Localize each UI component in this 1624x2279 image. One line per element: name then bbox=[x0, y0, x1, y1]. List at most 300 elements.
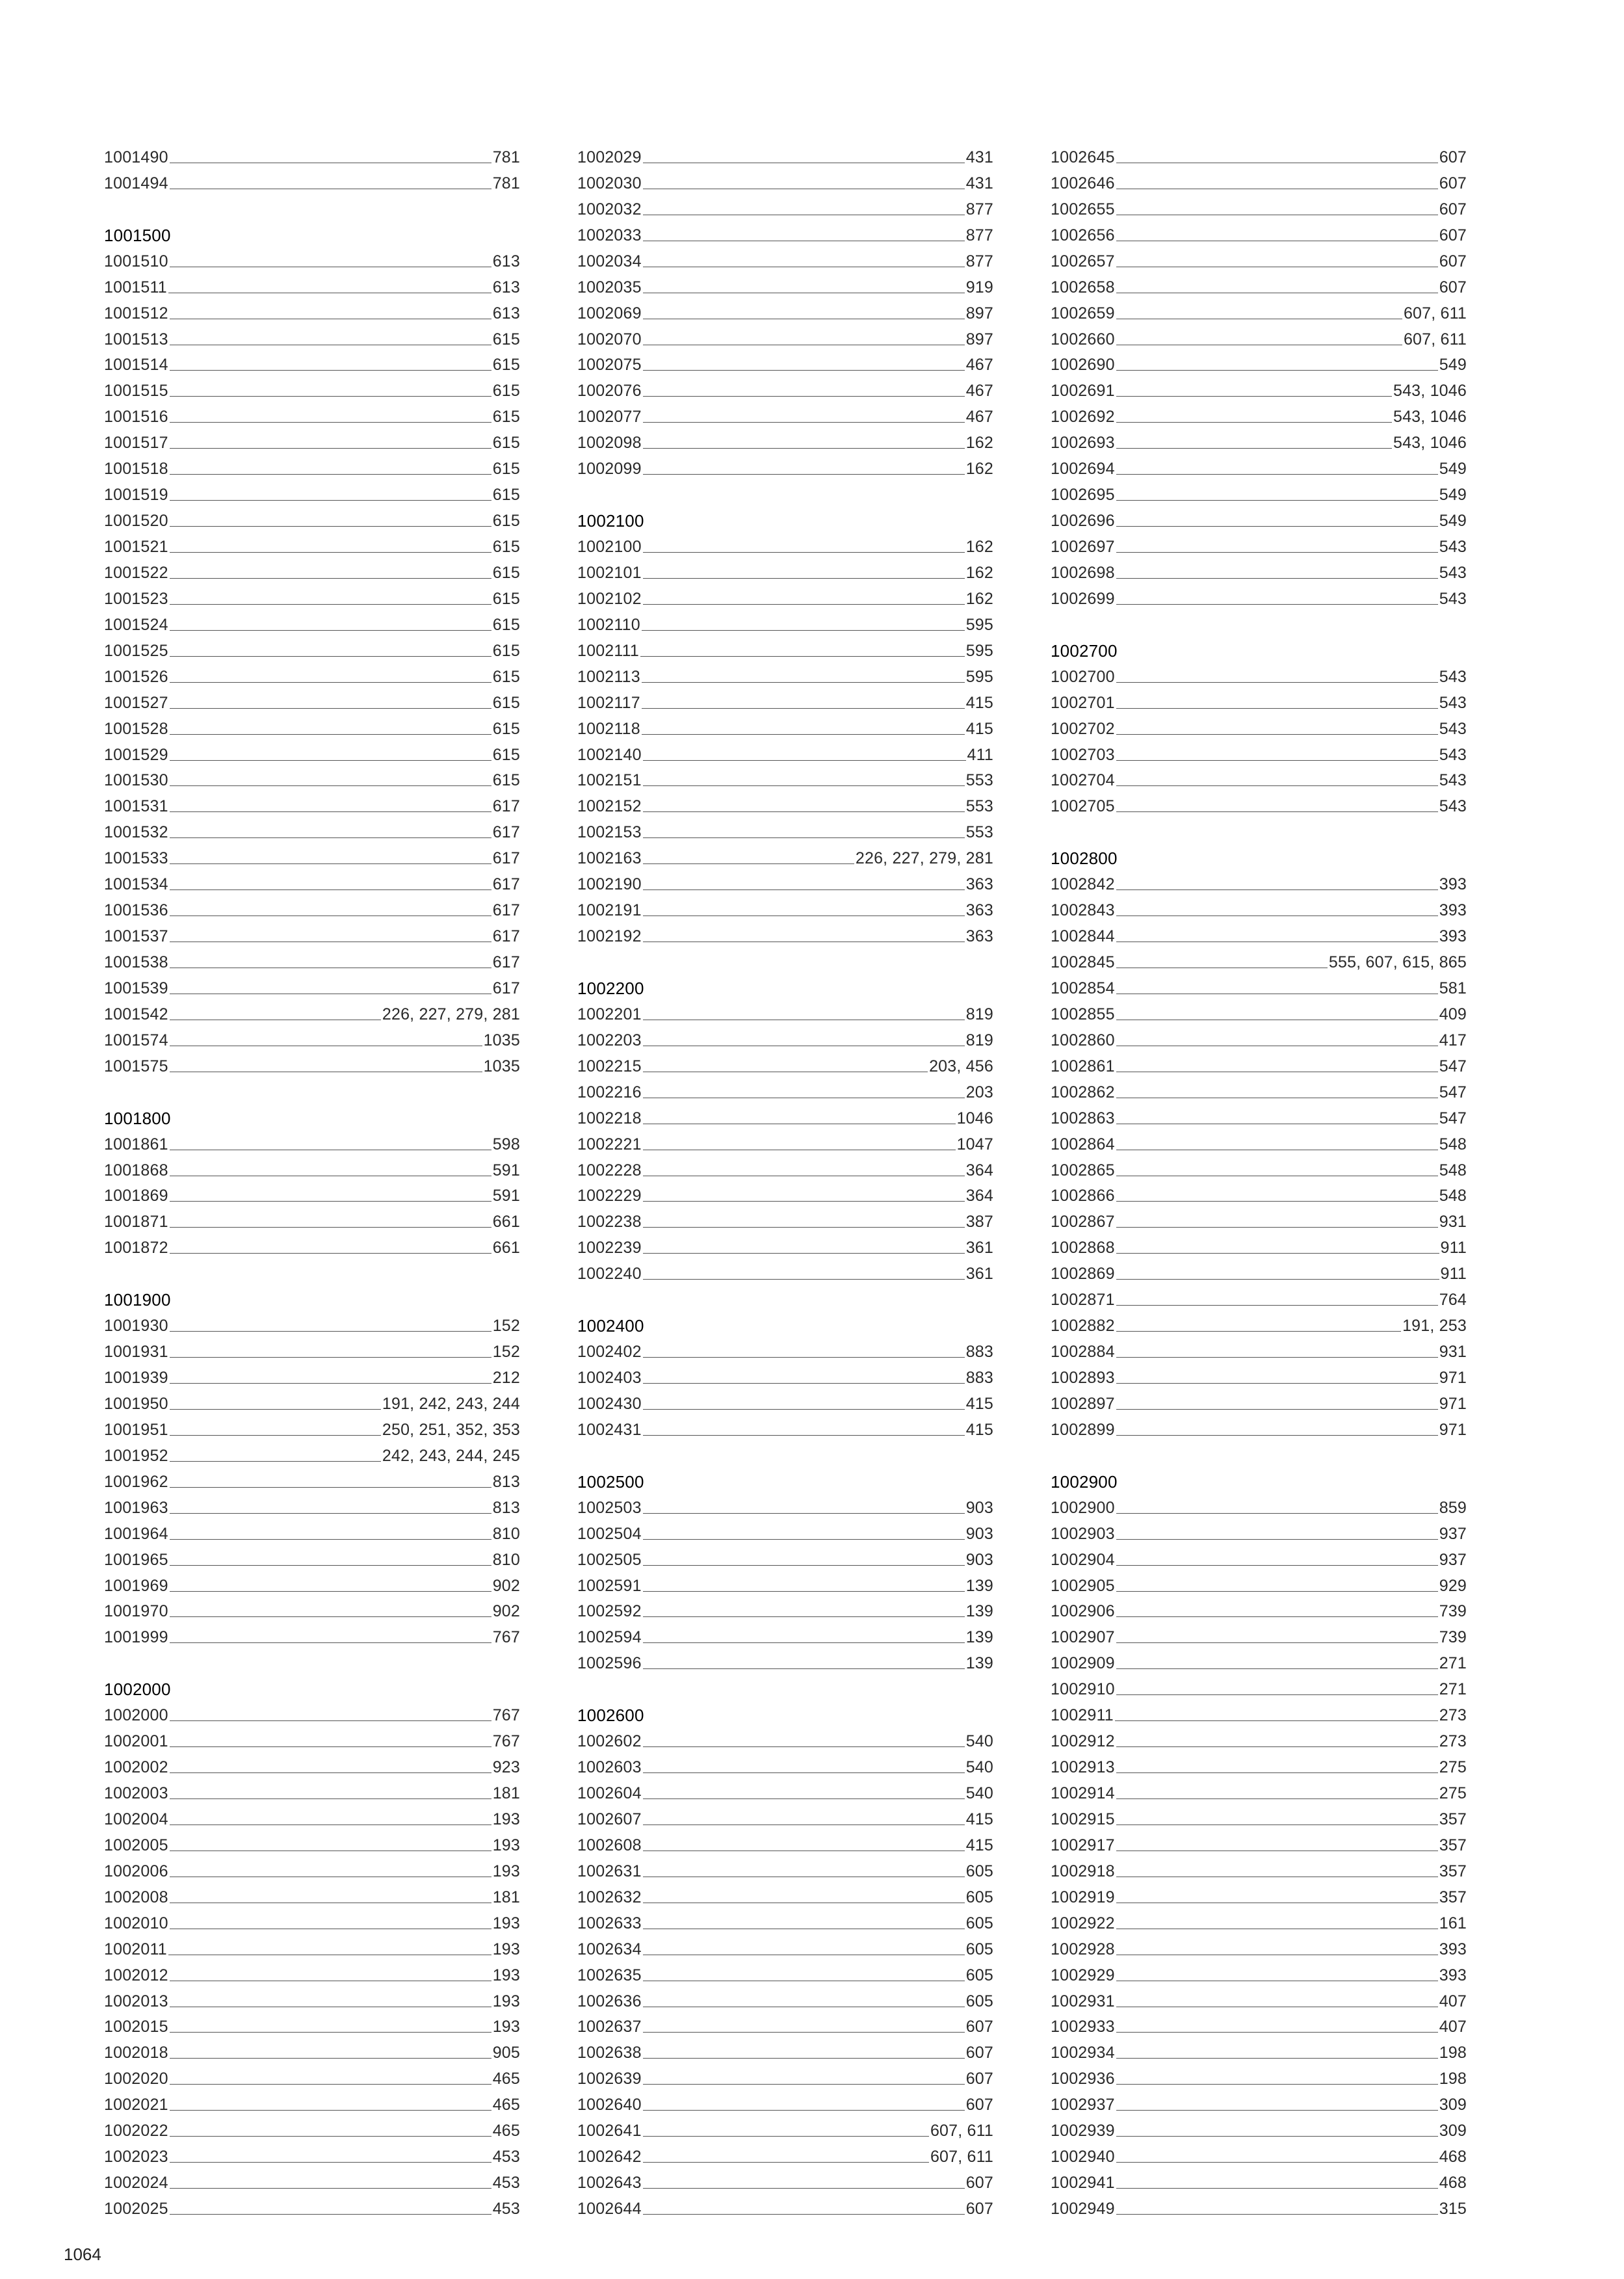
spacer-row bbox=[577, 1282, 993, 1308]
article-code: 1002006 bbox=[104, 1862, 168, 1880]
index-entry bbox=[577, 1153, 993, 1179]
leader-line bbox=[1116, 1253, 1439, 1254]
article-code: 1001525 bbox=[104, 641, 168, 660]
leader-line bbox=[170, 500, 491, 501]
index-entry bbox=[1051, 763, 1467, 789]
article-code: 1002903 bbox=[1051, 1524, 1115, 1543]
leader-line bbox=[1116, 1227, 1438, 1228]
index-entry bbox=[1051, 2061, 1467, 2087]
leader-line bbox=[170, 2032, 491, 2033]
page-reference: 193 bbox=[492, 1992, 520, 2010]
leader-line bbox=[170, 1357, 491, 1358]
index-entry bbox=[577, 1023, 993, 1049]
leader-line bbox=[170, 1565, 491, 1566]
index-entry bbox=[104, 1594, 520, 1620]
leader-line bbox=[1116, 2188, 1438, 2189]
leader-line bbox=[643, 1772, 965, 1773]
article-code: 1002591 bbox=[577, 1576, 642, 1595]
article-code: 1002914 bbox=[1051, 1784, 1115, 1802]
leader-line bbox=[643, 1253, 965, 1254]
article-code: 1002642 bbox=[577, 2148, 642, 2167]
article-code: 1002842 bbox=[1051, 875, 1115, 894]
index-entry bbox=[104, 1542, 520, 1568]
article-code: 1001537 bbox=[104, 927, 168, 946]
index-entry bbox=[104, 1204, 520, 1230]
article-code: 1002899 bbox=[1051, 1420, 1115, 1439]
article-code: 1001533 bbox=[104, 849, 168, 868]
leader-line bbox=[1116, 1331, 1401, 1332]
index-entry bbox=[104, 2087, 520, 2113]
leader-line bbox=[170, 1253, 491, 1254]
index-entry bbox=[577, 218, 993, 244]
page-reference: 607, 611 bbox=[930, 2148, 993, 2167]
article-code: 1001869 bbox=[104, 1187, 168, 1205]
article-code: 1002018 bbox=[104, 2044, 168, 2062]
index-entry bbox=[104, 763, 520, 789]
leader-line bbox=[643, 760, 966, 761]
leader-line bbox=[1115, 1720, 1438, 1721]
leader-line bbox=[170, 2084, 491, 2085]
leader-line bbox=[1116, 682, 1438, 683]
index-entry bbox=[577, 166, 993, 192]
article-code: 1002035 bbox=[577, 278, 642, 296]
page-reference: 615 bbox=[492, 589, 520, 608]
index-entry bbox=[577, 2165, 993, 2191]
article-code: 1002238 bbox=[577, 1213, 642, 1232]
page-reference: 415 bbox=[965, 1810, 993, 1828]
leader-line bbox=[1116, 2058, 1438, 2059]
index-entry bbox=[1051, 166, 1467, 192]
index-entry bbox=[577, 581, 993, 607]
article-code: 1002010 bbox=[104, 1914, 168, 1932]
page-reference: 877 bbox=[965, 200, 993, 218]
leader-line bbox=[170, 1591, 491, 1592]
page-reference: 598 bbox=[492, 1135, 520, 1153]
leader-line bbox=[170, 2214, 491, 2215]
article-code: 1002021 bbox=[104, 2096, 168, 2114]
article-code: 1002607 bbox=[577, 1810, 642, 1828]
page-reference: 607 bbox=[965, 2174, 993, 2193]
index-entry bbox=[577, 2010, 993, 2036]
index-entry bbox=[1051, 2165, 1467, 2191]
leader-line bbox=[1116, 1746, 1438, 1747]
index-entry bbox=[577, 425, 993, 451]
index-entry bbox=[577, 711, 993, 737]
page-reference: 468 bbox=[1439, 2148, 1467, 2167]
article-code: 1002704 bbox=[1051, 771, 1115, 790]
index-entry bbox=[104, 1230, 520, 1256]
article-code: 1002855 bbox=[1051, 1005, 1115, 1023]
index-entry bbox=[1051, 1594, 1467, 1620]
page-reference: 877 bbox=[965, 226, 993, 244]
index-entry bbox=[1051, 140, 1467, 166]
page-reference: 162 bbox=[965, 563, 993, 582]
article-code: 1002656 bbox=[1051, 226, 1115, 244]
article-code: 1002101 bbox=[577, 563, 642, 582]
index-entry bbox=[104, 789, 520, 815]
index-entry bbox=[104, 1854, 520, 1880]
page-reference: 193 bbox=[492, 1914, 520, 1932]
article-code: 1002645 bbox=[1051, 148, 1115, 166]
spacer-row bbox=[577, 945, 993, 971]
article-code: 1001524 bbox=[104, 615, 168, 634]
leader-line bbox=[643, 474, 965, 475]
page-reference: 203, 456 bbox=[929, 1057, 993, 1075]
index-entry bbox=[577, 659, 993, 685]
index-entry bbox=[1051, 867, 1467, 893]
page-reference: 152 bbox=[492, 1343, 520, 1362]
leader-line bbox=[643, 863, 854, 864]
page-reference: 1035 bbox=[483, 1031, 520, 1049]
index-entry bbox=[104, 1490, 520, 1516]
index-entry bbox=[577, 1906, 993, 1932]
index-entry bbox=[1051, 425, 1467, 451]
page-reference: 271 bbox=[1439, 1654, 1467, 1673]
article-code: 1001534 bbox=[104, 875, 168, 894]
article-code: 1001868 bbox=[104, 1161, 168, 1179]
index-entry bbox=[104, 1958, 520, 1984]
index-entry bbox=[1051, 296, 1467, 322]
index-entry bbox=[104, 529, 520, 555]
article-code: 1002602 bbox=[577, 1732, 642, 1751]
leader-line bbox=[170, 1513, 491, 1514]
page-reference: 591 bbox=[492, 1161, 520, 1179]
article-code: 1002703 bbox=[1051, 745, 1115, 764]
leader-line bbox=[1116, 552, 1438, 553]
page-reference: 607 bbox=[965, 2070, 993, 2088]
article-code: 1001526 bbox=[104, 667, 168, 686]
article-code: 1002922 bbox=[1051, 1914, 1115, 1932]
index-entry bbox=[577, 737, 993, 763]
leader-line bbox=[170, 630, 491, 631]
leader-line bbox=[170, 1642, 491, 1643]
page-reference: 543 bbox=[1439, 745, 1467, 764]
page-reference: 543 bbox=[1439, 771, 1467, 790]
leader-line bbox=[170, 785, 491, 786]
leader-line bbox=[1116, 396, 1392, 397]
index-entry bbox=[577, 1594, 993, 1620]
article-code: 1002008 bbox=[104, 1888, 168, 1906]
article-code: 1002934 bbox=[1051, 2044, 1115, 2062]
leader-line bbox=[643, 370, 965, 371]
index-entry bbox=[577, 1802, 993, 1828]
leader-line bbox=[1116, 760, 1438, 761]
page-reference: 275 bbox=[1439, 1784, 1467, 1802]
index-entry bbox=[104, 2035, 520, 2061]
index-entry bbox=[577, 1386, 993, 1412]
page-reference: 543 bbox=[1439, 797, 1467, 816]
page-reference: 615 bbox=[492, 382, 520, 401]
page-reference: 467 bbox=[965, 382, 993, 401]
article-code: 1001511 bbox=[104, 278, 167, 296]
index-entry bbox=[104, 1750, 520, 1776]
page-reference: 661 bbox=[492, 1239, 520, 1258]
page-number: 1064 bbox=[64, 2245, 101, 2264]
leader-line bbox=[170, 1201, 491, 1202]
leader-line bbox=[1116, 1694, 1438, 1695]
article-code: 1002897 bbox=[1051, 1394, 1115, 1413]
article-code: 1002900 bbox=[1051, 1498, 1115, 1517]
page-reference: 1047 bbox=[956, 1135, 993, 1153]
page-reference: 415 bbox=[965, 719, 993, 738]
page-reference: 162 bbox=[965, 434, 993, 453]
page-reference: 615 bbox=[492, 615, 520, 634]
article-code: 1002868 bbox=[1051, 1239, 1115, 1258]
page-reference: 897 bbox=[965, 304, 993, 323]
index-entry bbox=[1051, 373, 1467, 399]
article-code: 1002402 bbox=[577, 1343, 642, 1362]
page-reference: 543, 1046 bbox=[1393, 408, 1467, 427]
page-reference: 453 bbox=[492, 2174, 520, 2193]
leader-line bbox=[1116, 526, 1438, 527]
article-code: 1002034 bbox=[577, 252, 642, 270]
page-reference: 431 bbox=[965, 148, 993, 166]
index-entry bbox=[577, 192, 993, 218]
spacer-row bbox=[1051, 607, 1467, 633]
index-entry bbox=[104, 659, 520, 685]
leader-line bbox=[1116, 1279, 1439, 1280]
article-code: 1002866 bbox=[1051, 1187, 1115, 1205]
leader-line bbox=[170, 2162, 491, 2163]
index-entry bbox=[104, 867, 520, 893]
page-reference: 819 bbox=[965, 1031, 993, 1049]
page-reference: 897 bbox=[965, 330, 993, 349]
index-entry bbox=[577, 633, 993, 659]
leader-line bbox=[170, 448, 491, 449]
spacer-row bbox=[104, 1075, 520, 1101]
page-reference: 903 bbox=[965, 1524, 993, 1543]
index-entry bbox=[577, 1828, 993, 1854]
section-header: 1001500 bbox=[104, 225, 171, 245]
page-reference: 181 bbox=[492, 1784, 520, 1802]
index-entry bbox=[1051, 1828, 1467, 1854]
page-reference: 162 bbox=[965, 538, 993, 556]
page-reference: 581 bbox=[1439, 979, 1467, 997]
page-reference: 393 bbox=[1439, 1966, 1467, 1984]
section-header: 1001900 bbox=[104, 1290, 171, 1310]
index-entry bbox=[1051, 1646, 1467, 1672]
index-entry bbox=[1051, 1984, 1467, 2010]
leader-line bbox=[170, 837, 491, 838]
page-reference: 877 bbox=[965, 252, 993, 270]
index-entry bbox=[1051, 2010, 1467, 2036]
index-entry bbox=[104, 1127, 520, 1153]
page-reference: 540 bbox=[965, 1784, 993, 1802]
article-code: 1001528 bbox=[104, 719, 168, 738]
article-code: 1002691 bbox=[1051, 382, 1115, 401]
index-entry bbox=[577, 322, 993, 348]
index-entry bbox=[104, 1724, 520, 1750]
article-code: 1002011 bbox=[104, 1940, 167, 1958]
page-reference: 607 bbox=[1439, 252, 1467, 270]
article-code: 1001931 bbox=[104, 1343, 168, 1362]
index-entry bbox=[1051, 1360, 1467, 1386]
page-reference: 549 bbox=[1439, 512, 1467, 531]
index-entry bbox=[104, 815, 520, 841]
article-code: 1001939 bbox=[104, 1369, 168, 1387]
leader-line bbox=[1116, 2162, 1438, 2163]
article-code: 1002100 bbox=[577, 538, 642, 556]
page-reference: 540 bbox=[965, 1732, 993, 1751]
index-entry bbox=[104, 296, 520, 322]
page-reference: 595 bbox=[965, 615, 993, 634]
article-code: 1002904 bbox=[1051, 1550, 1115, 1569]
article-code: 1001527 bbox=[104, 693, 168, 712]
index-entry bbox=[577, 1932, 993, 1958]
page-reference: 605 bbox=[965, 1914, 993, 1932]
index-entry bbox=[104, 1620, 520, 1646]
index-entry bbox=[577, 1568, 993, 1594]
page-reference: 547 bbox=[1439, 1057, 1467, 1075]
article-code: 1002140 bbox=[577, 745, 642, 764]
article-code: 1001964 bbox=[104, 1524, 168, 1543]
page-reference: 607 bbox=[965, 2018, 993, 2036]
index-entry bbox=[1051, 1776, 1467, 1802]
leader-line bbox=[1116, 2136, 1438, 2137]
section-header: 1002900 bbox=[1051, 1471, 1118, 1492]
article-code: 1002221 bbox=[577, 1135, 642, 1153]
leader-line bbox=[170, 604, 491, 605]
index-entry bbox=[577, 140, 993, 166]
article-code: 1001517 bbox=[104, 434, 168, 453]
page-reference: 139 bbox=[965, 1576, 993, 1595]
page-reference: 929 bbox=[1439, 1576, 1467, 1595]
index-entry bbox=[104, 607, 520, 633]
leader-line bbox=[1116, 2110, 1438, 2111]
index-entry bbox=[577, 1179, 993, 1205]
page-reference: 607 bbox=[1439, 278, 1467, 296]
leader-line bbox=[1116, 1539, 1438, 1540]
article-code: 1001521 bbox=[104, 538, 168, 556]
leader-line bbox=[1116, 2032, 1438, 2033]
section-header: 1002800 bbox=[1051, 849, 1118, 869]
article-code: 1002022 bbox=[104, 2122, 168, 2141]
page-reference: 607 bbox=[965, 2044, 993, 2062]
page-reference: 363 bbox=[965, 901, 993, 920]
index-entry bbox=[104, 1360, 520, 1386]
article-code: 1002905 bbox=[1051, 1576, 1115, 1595]
article-code: 1002844 bbox=[1051, 927, 1115, 946]
article-code: 1002604 bbox=[577, 1784, 642, 1802]
index-entry bbox=[1051, 997, 1467, 1023]
section-header: 1002000 bbox=[104, 1680, 171, 1700]
page-reference: 198 bbox=[1439, 2070, 1467, 2088]
index-entry bbox=[104, 685, 520, 711]
article-code: 1002633 bbox=[577, 1914, 642, 1932]
article-code: 1002151 bbox=[577, 771, 642, 790]
index-column-1 bbox=[104, 140, 520, 2217]
article-code: 1002918 bbox=[1051, 1862, 1115, 1880]
page-reference: 393 bbox=[1439, 875, 1467, 894]
page-reference: 617 bbox=[492, 823, 520, 842]
index-entry bbox=[104, 140, 520, 166]
index-entry bbox=[577, 2087, 993, 2113]
article-code: 1002117 bbox=[577, 693, 640, 712]
leader-line bbox=[1116, 474, 1438, 475]
leader-line bbox=[1116, 1201, 1438, 1202]
article-code: 1002939 bbox=[1051, 2122, 1115, 2141]
page-reference: 548 bbox=[1439, 1135, 1467, 1153]
page-reference: 357 bbox=[1439, 1862, 1467, 1880]
page-reference: 617 bbox=[492, 849, 520, 868]
index-entry bbox=[104, 1880, 520, 1906]
article-code: 1002098 bbox=[577, 434, 642, 453]
leader-line bbox=[170, 708, 491, 709]
leader-line bbox=[643, 837, 965, 838]
page-reference: 543, 1046 bbox=[1393, 434, 1467, 453]
article-code: 1001536 bbox=[104, 901, 168, 920]
article-code: 1002701 bbox=[1051, 693, 1115, 712]
index-entry bbox=[1051, 2035, 1467, 2061]
leader-line bbox=[642, 682, 965, 683]
section-header: 1002100 bbox=[577, 511, 644, 531]
page-reference: 242, 243, 244, 245 bbox=[382, 1446, 520, 1465]
index-entry bbox=[104, 1438, 520, 1464]
article-code: 1002113 bbox=[577, 667, 640, 686]
index-entry bbox=[104, 1023, 520, 1049]
page-reference: 615 bbox=[492, 460, 520, 479]
page-reference: 203 bbox=[965, 1083, 993, 1101]
page-reference: 615 bbox=[492, 434, 520, 453]
page-reference: 226, 227, 279, 281 bbox=[382, 1005, 520, 1023]
article-code: 1001522 bbox=[104, 563, 168, 582]
page-reference: 543 bbox=[1439, 719, 1467, 738]
leader-line bbox=[643, 1513, 965, 1514]
index-entry bbox=[577, 1049, 993, 1075]
index-entry bbox=[104, 1802, 520, 1828]
leader-line bbox=[1116, 422, 1392, 423]
article-code: 1001538 bbox=[104, 953, 168, 971]
leader-line bbox=[640, 656, 965, 657]
page-reference: 309 bbox=[1439, 2122, 1467, 2141]
article-code: 1002635 bbox=[577, 1966, 642, 1984]
article-code: 1002005 bbox=[104, 1836, 168, 1854]
article-code: 1002504 bbox=[577, 1524, 642, 1543]
page-reference: 615 bbox=[492, 771, 520, 790]
page-reference: 617 bbox=[492, 875, 520, 894]
spacer-row bbox=[577, 1672, 993, 1698]
article-code: 1002099 bbox=[577, 460, 642, 479]
index-entry bbox=[577, 373, 993, 399]
index-column-3 bbox=[1051, 140, 1467, 2217]
index-entry bbox=[577, 1204, 993, 1230]
article-code: 1002690 bbox=[1051, 356, 1115, 375]
article-code: 1002077 bbox=[577, 408, 642, 427]
page-reference: 139 bbox=[965, 1654, 993, 1673]
page-reference: 453 bbox=[492, 2200, 520, 2218]
index-entry bbox=[577, 244, 993, 270]
article-code: 1002239 bbox=[577, 1239, 642, 1258]
index-entry bbox=[577, 2061, 993, 2087]
index-entry bbox=[104, 919, 520, 945]
page-reference: 193 bbox=[492, 2018, 520, 2036]
page-reference: 937 bbox=[1439, 1524, 1467, 1543]
leader-line bbox=[1116, 1383, 1438, 1384]
leader-line bbox=[643, 1668, 965, 1669]
article-code: 1001530 bbox=[104, 771, 168, 790]
leader-line bbox=[643, 604, 965, 605]
article-code: 1002240 bbox=[577, 1265, 642, 1284]
page-reference: 971 bbox=[1439, 1394, 1467, 1413]
article-code: 1002216 bbox=[577, 1083, 642, 1101]
leader-line bbox=[1116, 2214, 1438, 2215]
index-entry bbox=[1051, 1282, 1467, 1308]
page-reference: 595 bbox=[965, 667, 993, 686]
index-entry bbox=[104, 1828, 520, 1854]
page-reference: 615 bbox=[492, 745, 520, 764]
page-reference: 555, 607, 615, 865 bbox=[1328, 953, 1467, 971]
page-reference: 415 bbox=[965, 1394, 993, 1413]
